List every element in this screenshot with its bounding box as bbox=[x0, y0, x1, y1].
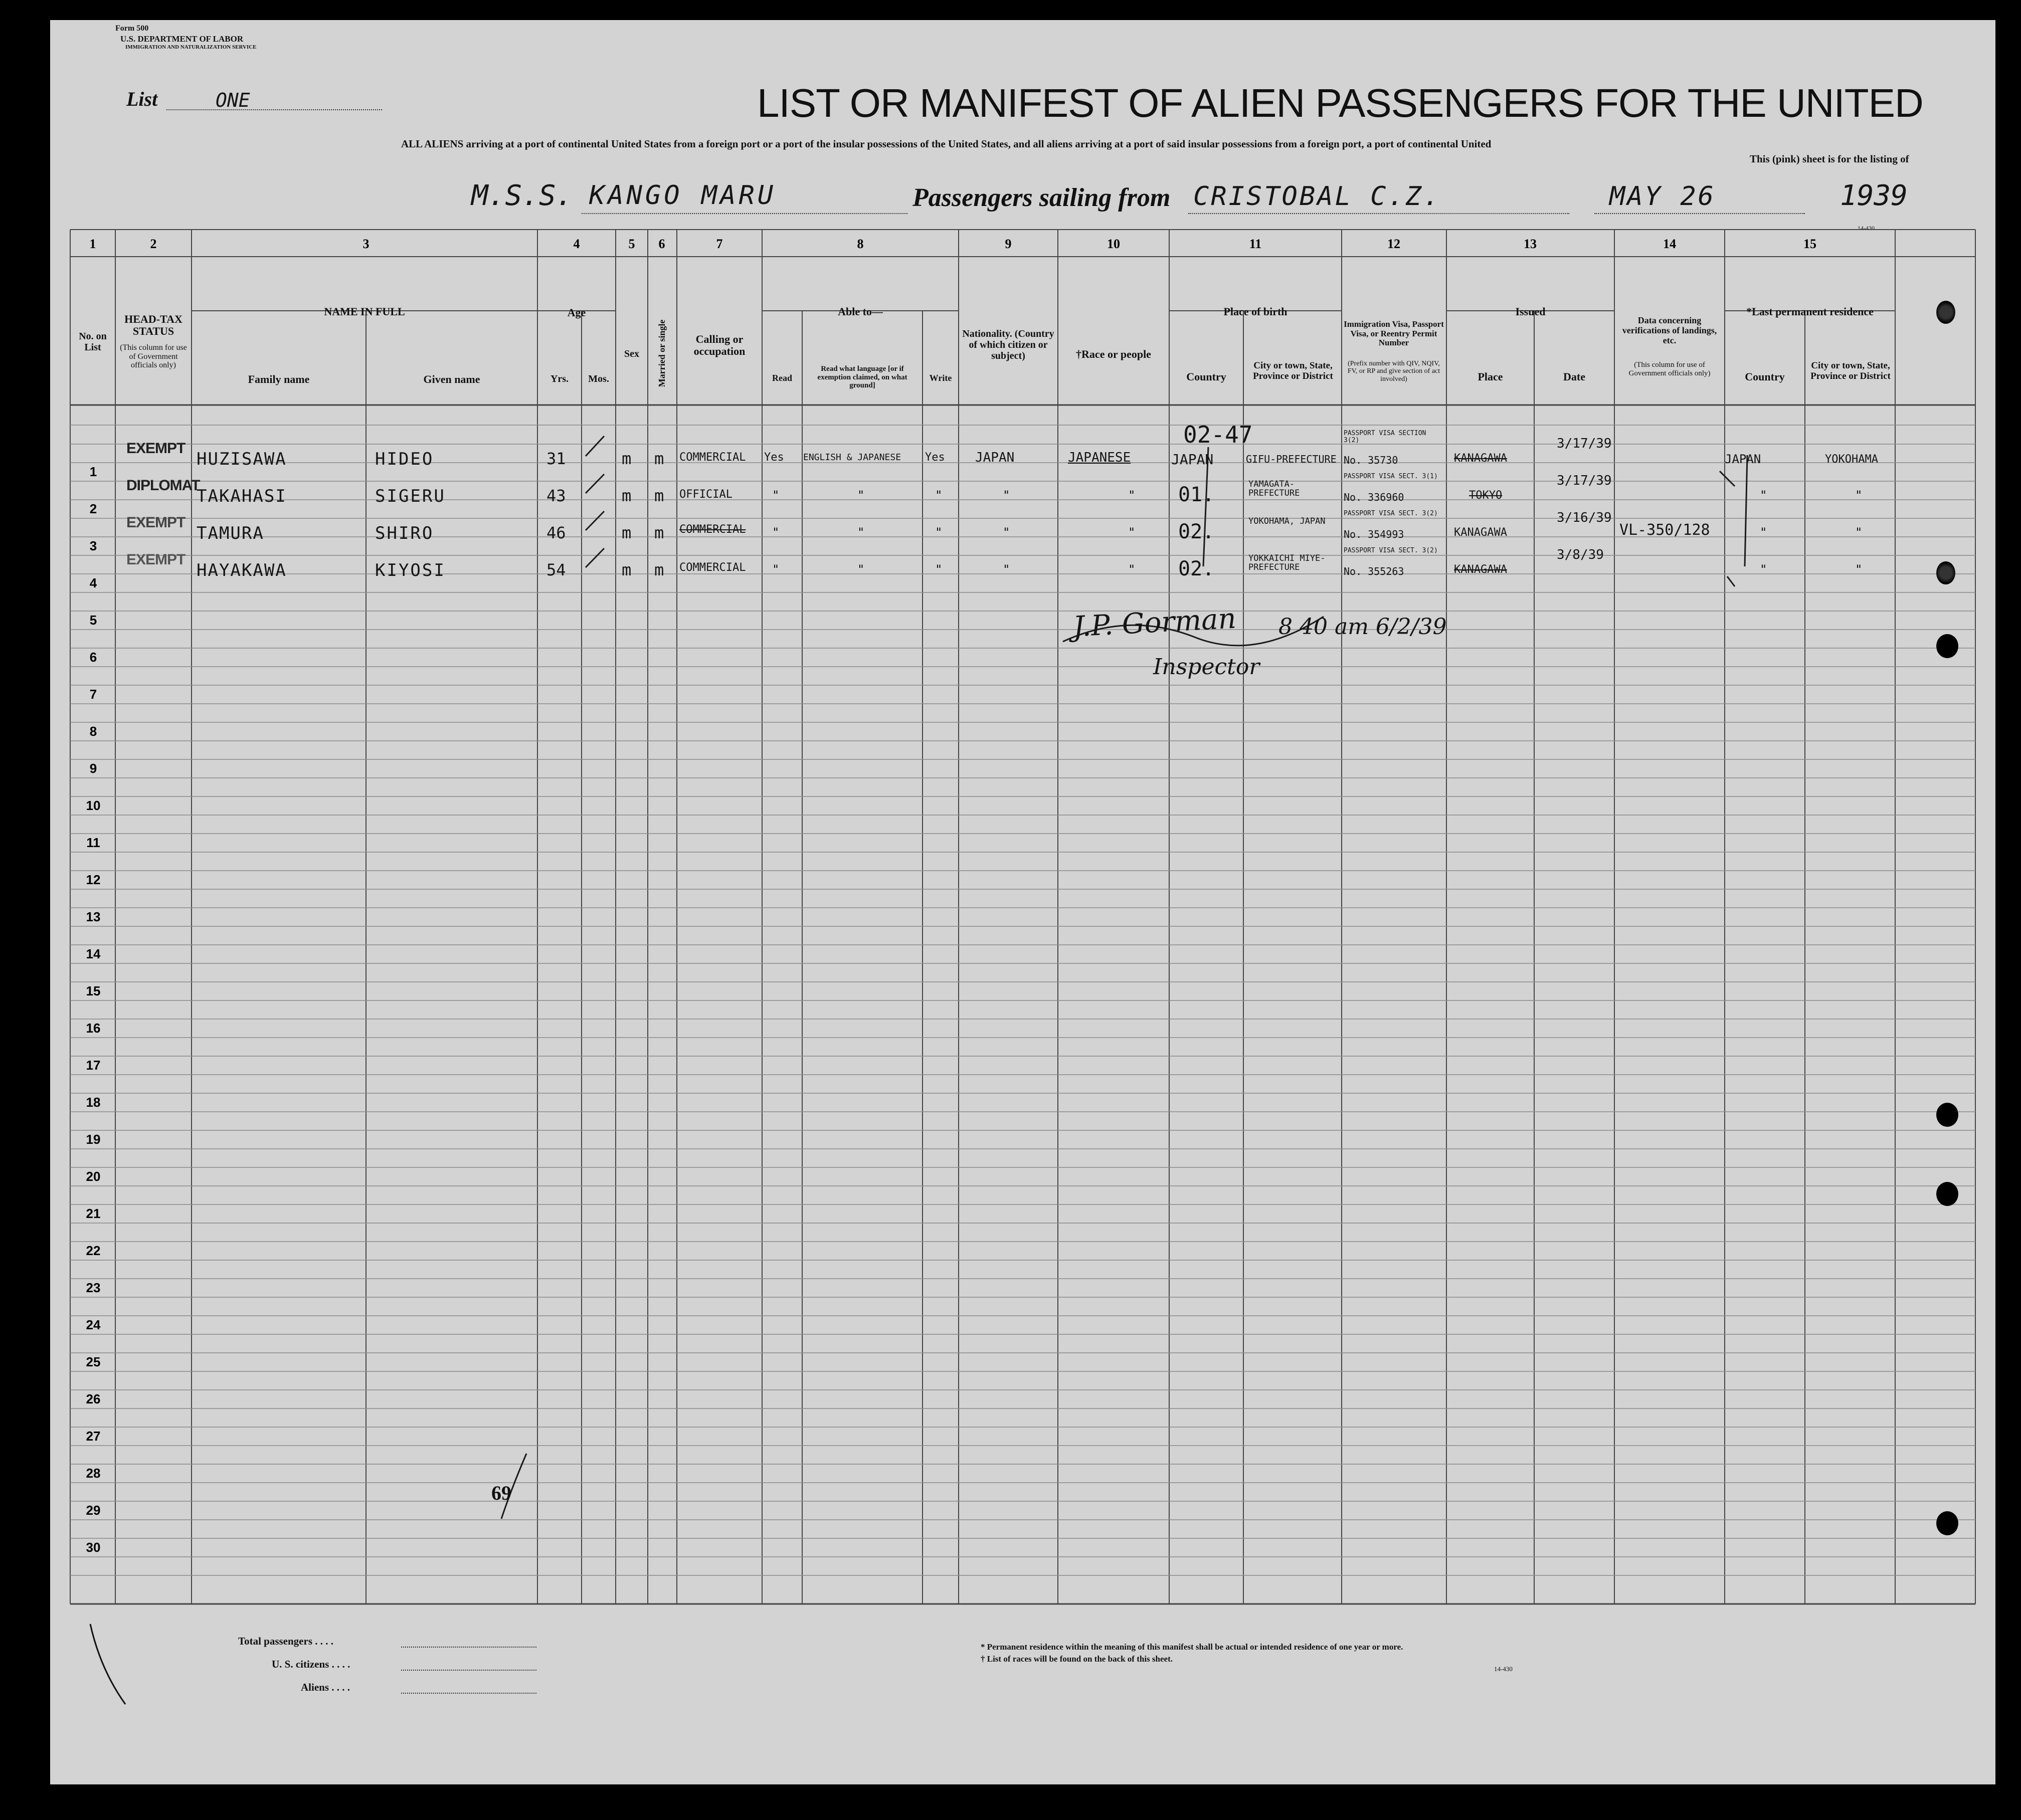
family-name: TAMURA bbox=[197, 523, 264, 543]
row-number: 5 bbox=[89, 613, 97, 628]
row-number: 7 bbox=[89, 687, 97, 702]
inspector-timestamp: 8 40 am 6/2/39 bbox=[1278, 614, 1447, 640]
row-number: 17 bbox=[86, 1058, 101, 1073]
header-last-residence: *Last permanent residence bbox=[1746, 305, 1874, 318]
age-years: 46 bbox=[546, 523, 566, 542]
given-name: HIDEO bbox=[375, 449, 434, 469]
col-number-12: 12 bbox=[1387, 237, 1400, 251]
row-number: 16 bbox=[86, 1021, 101, 1036]
can-write: " bbox=[935, 525, 943, 539]
read-language: " bbox=[857, 525, 865, 539]
birth-city: YOKKAICHI MIYE-PREFECTURE bbox=[1248, 553, 1326, 572]
row-number: 13 bbox=[86, 909, 101, 924]
residence-city: YOKOHAMA bbox=[1825, 453, 1878, 466]
sailing-date: MAY 26 bbox=[1609, 181, 1716, 212]
row-number: 20 bbox=[86, 1169, 101, 1184]
head-tax-status: DIPLOMAT bbox=[126, 477, 200, 494]
row-number: 1 bbox=[89, 464, 97, 479]
nationality: JAPAN bbox=[975, 450, 1015, 465]
header-nationality: Nationality. (Country of which citizen or subject) bbox=[962, 328, 1054, 361]
birth-country: 01. bbox=[1178, 483, 1215, 506]
row-number: 11 bbox=[86, 835, 100, 850]
form-code-top: 14-430 bbox=[1858, 225, 1875, 232]
nationality: " bbox=[1003, 525, 1010, 539]
birth-city: YAMAGATA-PREFECTURE bbox=[1248, 479, 1300, 498]
verification: VL-350/128 bbox=[1619, 521, 1710, 539]
vessel-prefix: M.S.S. bbox=[471, 179, 573, 212]
occupation: COMMERCIAL bbox=[679, 523, 746, 536]
header-head-tax: HEAD-TAX STATUS bbox=[124, 313, 182, 338]
residence-city: " bbox=[1855, 488, 1863, 502]
head-tax-status: EXEMPT bbox=[126, 514, 186, 531]
header-age: Age bbox=[567, 306, 586, 319]
col-number-7: 7 bbox=[716, 237, 723, 251]
can-read: " bbox=[772, 488, 780, 502]
footnote-residence: * Permanent residence within the meaning of this manifest shall be actual or intended residence of one year or more. bbox=[981, 1642, 1403, 1652]
row-number: 18 bbox=[86, 1095, 101, 1110]
list-value: ONE bbox=[216, 89, 250, 111]
issued-date: 3/8/39 bbox=[1557, 547, 1604, 562]
marital-status: m bbox=[654, 449, 664, 468]
header-place-of-birth: Place of birth bbox=[1223, 305, 1288, 318]
visa-type: PASSPORT VISA SECTION 3(2) bbox=[1344, 430, 1426, 445]
race: " bbox=[1128, 488, 1136, 502]
header-read: Read bbox=[772, 373, 792, 383]
header-name-in-full: NAME IN FULL bbox=[324, 305, 405, 318]
header-able-to: Able to— bbox=[838, 305, 883, 318]
row-number: 3 bbox=[89, 538, 97, 553]
marital-status: m bbox=[654, 523, 664, 542]
issued-date: 3/17/39 bbox=[1557, 436, 1612, 451]
visa-type: PASSPORT VISA SECT. 3(2) bbox=[1344, 547, 1438, 554]
race: JAPANESE bbox=[1068, 450, 1131, 465]
header-birth-country: Country bbox=[1186, 370, 1226, 383]
header-married: Married or single bbox=[657, 319, 667, 387]
row-number: 19 bbox=[86, 1132, 101, 1147]
family-name: HAYAKAWA bbox=[197, 560, 287, 580]
page-mark: 69 bbox=[491, 1482, 511, 1504]
age-years: 31 bbox=[546, 449, 566, 468]
header-write: Write bbox=[929, 373, 952, 383]
row-number: 29 bbox=[86, 1503, 101, 1518]
col-number-9: 9 bbox=[1005, 237, 1012, 251]
col-number-11: 11 bbox=[1249, 237, 1262, 251]
sex: m bbox=[622, 523, 632, 542]
can-write: " bbox=[935, 562, 943, 576]
col-number-3: 3 bbox=[362, 237, 370, 251]
residence-country: " bbox=[1760, 525, 1767, 539]
header-verifications: Data concerning verifications of landings, etc. bbox=[1622, 315, 1717, 345]
occupation: OFFICIAL bbox=[679, 488, 732, 501]
header-read-language: Read what language [or if exemption claimed, on what ground] bbox=[817, 365, 907, 389]
header-res-city: City or town, State, Province or District bbox=[1810, 360, 1891, 381]
read-language: " bbox=[857, 488, 865, 502]
row-number: 12 bbox=[86, 872, 101, 887]
residence-country: " bbox=[1760, 562, 1767, 576]
row-number: 14 bbox=[86, 946, 101, 961]
can-write: Yes bbox=[925, 451, 945, 464]
birth-city: YOKOHAMA, JAPAN bbox=[1248, 516, 1326, 526]
given-name: SIGERU bbox=[375, 486, 446, 506]
header-no-on-list: No. on List bbox=[79, 331, 107, 353]
row-number: 2 bbox=[89, 501, 97, 516]
inspector-title: Inspector bbox=[1153, 654, 1260, 680]
birth-country: JAPAN bbox=[1171, 451, 1214, 468]
pink-sheet-note: This (pink) sheet is for the listing of bbox=[1750, 153, 1909, 165]
sex: m bbox=[622, 560, 632, 579]
can-read: " bbox=[772, 562, 780, 576]
row-number: 24 bbox=[86, 1317, 101, 1332]
row-number: 22 bbox=[86, 1243, 101, 1258]
issued-place: KANAGAWA bbox=[1454, 563, 1507, 576]
race: " bbox=[1128, 562, 1136, 576]
list-label: List bbox=[126, 88, 158, 110]
header-given-name: Given name bbox=[423, 373, 480, 385]
visa-type: PASSPORT VISA SECT. 3(1) bbox=[1344, 473, 1438, 480]
header-sex: Sex bbox=[624, 348, 639, 359]
family-name: HUZISAWA bbox=[197, 449, 287, 469]
row-number: 25 bbox=[86, 1354, 101, 1369]
age-years: 54 bbox=[546, 560, 566, 579]
can-write: " bbox=[935, 488, 943, 502]
header-head-tax-note: (This column for use of Government officials only) bbox=[120, 343, 187, 370]
head-tax-status: EXEMPT bbox=[126, 551, 186, 568]
row-number: 27 bbox=[86, 1429, 101, 1444]
residence-city: " bbox=[1855, 562, 1863, 576]
row-number: 10 bbox=[86, 798, 101, 813]
visa-type: PASSPORT VISA SECT. 3(2) bbox=[1344, 510, 1438, 517]
birth-city: GIFU-PREFECTURE bbox=[1246, 453, 1337, 465]
read-language: ENGLISH & JAPANESE bbox=[803, 452, 901, 463]
header-visa-note: (Prefix number with QIV, NQIV, FV, or RP and give section of act involved) bbox=[1347, 360, 1440, 383]
occupation: COMMERCIAL bbox=[679, 561, 746, 574]
family-name: TAKAHASI bbox=[197, 486, 287, 506]
header-issued-date: Date bbox=[1563, 370, 1585, 383]
sex: m bbox=[622, 449, 632, 468]
marital-status: m bbox=[654, 486, 664, 505]
visa-number: No. 355263 bbox=[1344, 565, 1404, 577]
col-number-2: 2 bbox=[150, 237, 157, 251]
header-res-country: Country bbox=[1745, 370, 1785, 383]
col-number-6: 6 bbox=[658, 237, 665, 251]
header-issued-place: Place bbox=[1478, 370, 1503, 383]
aliens-label: Aliens . . . . bbox=[301, 1681, 350, 1693]
row-number: 8 bbox=[89, 724, 97, 739]
row-number: 28 bbox=[86, 1466, 101, 1481]
header-visa: Immigration Visa, Passport Visa, or Reentry Permit Number bbox=[1344, 319, 1444, 348]
issued-place: KANAGAWA bbox=[1454, 452, 1507, 465]
col-number-8: 8 bbox=[857, 237, 864, 251]
issued-date: 3/17/39 bbox=[1557, 473, 1612, 488]
sailing-from: CRISTOBAL C.Z. bbox=[1193, 181, 1441, 212]
col-number-5: 5 bbox=[628, 237, 635, 251]
vessel-name: KANGO MARU bbox=[589, 180, 777, 211]
issued-place: KANAGAWA bbox=[1454, 526, 1507, 539]
service-name: IMMIGRATION AND NATURALIZATION SERVICE bbox=[125, 44, 257, 50]
row-number: 15 bbox=[86, 983, 101, 998]
residence-country: JAPAN bbox=[1725, 452, 1761, 466]
visa-number: No. 336960 bbox=[1344, 491, 1404, 503]
row-number: 26 bbox=[86, 1391, 101, 1406]
head-tax-status: EXEMPT bbox=[126, 440, 186, 457]
col-number-10: 10 bbox=[1107, 237, 1120, 251]
header-race: †Race or people bbox=[1076, 348, 1151, 360]
header-mos: Mos. bbox=[588, 373, 609, 384]
nationality: " bbox=[1003, 562, 1010, 576]
header-calling: Calling or occupation bbox=[693, 333, 746, 358]
birth-country: 02. bbox=[1178, 520, 1215, 543]
visa-number: No. 35730 bbox=[1344, 454, 1398, 466]
age-years: 43 bbox=[546, 486, 566, 505]
row-number: 23 bbox=[86, 1280, 101, 1295]
row-number: 30 bbox=[86, 1540, 101, 1555]
header-birth-city: City or town, State, Province or District bbox=[1253, 360, 1333, 381]
marital-status: m bbox=[654, 560, 664, 579]
row-number: 4 bbox=[89, 575, 97, 590]
issued-date: 3/16/39 bbox=[1557, 510, 1612, 525]
row-number: 21 bbox=[86, 1206, 101, 1221]
manifest-subtitle: ALL ALIENS arriving at a port of continental United States from a foreign port or a port of the insular possessions of the United States, and all aliens arriving at a port of said insular possessions from a foreign port, a port of continental United bbox=[401, 138, 1492, 150]
header-yrs: Yrs. bbox=[550, 373, 569, 384]
can-read: Yes bbox=[764, 451, 784, 464]
header-issued: Issued bbox=[1515, 305, 1546, 318]
col-number-13: 13 bbox=[1524, 237, 1537, 251]
col-number-1: 1 bbox=[89, 237, 96, 251]
race: " bbox=[1128, 525, 1136, 539]
birth-country: 02. bbox=[1178, 557, 1215, 580]
read-language: " bbox=[857, 562, 865, 576]
form-number: Form 500 bbox=[115, 24, 149, 33]
footnote-races: † List of races will be found on the back of this sheet. bbox=[981, 1654, 1173, 1664]
nationality: " bbox=[1003, 488, 1010, 502]
col-number-14: 14 bbox=[1663, 237, 1676, 251]
given-name: SHIRO bbox=[375, 523, 434, 543]
row-number: 9 bbox=[89, 761, 97, 776]
can-read: " bbox=[772, 525, 780, 539]
col-number-15: 15 bbox=[1803, 237, 1816, 251]
row-number: 6 bbox=[89, 650, 97, 665]
occupation: COMMERCIAL bbox=[679, 451, 746, 464]
department-name: U.S. DEPARTMENT OF LABOR bbox=[120, 34, 244, 44]
sex: m bbox=[622, 486, 632, 505]
visa-number: No. 354993 bbox=[1344, 528, 1404, 540]
given-name: KIYOSI bbox=[375, 560, 446, 580]
us-citizens-label: U. S. citizens . . . . bbox=[272, 1658, 350, 1670]
manifest-title: LIST OR MANIFEST OF ALIEN PASSENGERS FOR THE UNITED bbox=[757, 81, 1923, 125]
total-passengers-label: Total passengers . . . . bbox=[238, 1635, 333, 1647]
residence-country: " bbox=[1760, 488, 1767, 502]
inspector-signature: J.P. Gorman bbox=[1072, 602, 1237, 644]
footer-form-code: 14-430 bbox=[1494, 1665, 1513, 1673]
residence-city: " bbox=[1855, 525, 1863, 539]
header-family-name: Family name bbox=[248, 373, 310, 385]
col-number-4: 4 bbox=[573, 237, 580, 251]
header-verifications-note: (This column for use of Government officials only) bbox=[1628, 361, 1711, 377]
birth-code: 02-47 bbox=[1183, 421, 1253, 448]
sailing-label: Passengers sailing from bbox=[912, 183, 1171, 212]
sailing-year: 1939 bbox=[1840, 179, 1908, 212]
issued-place: TOKYO bbox=[1469, 489, 1503, 502]
